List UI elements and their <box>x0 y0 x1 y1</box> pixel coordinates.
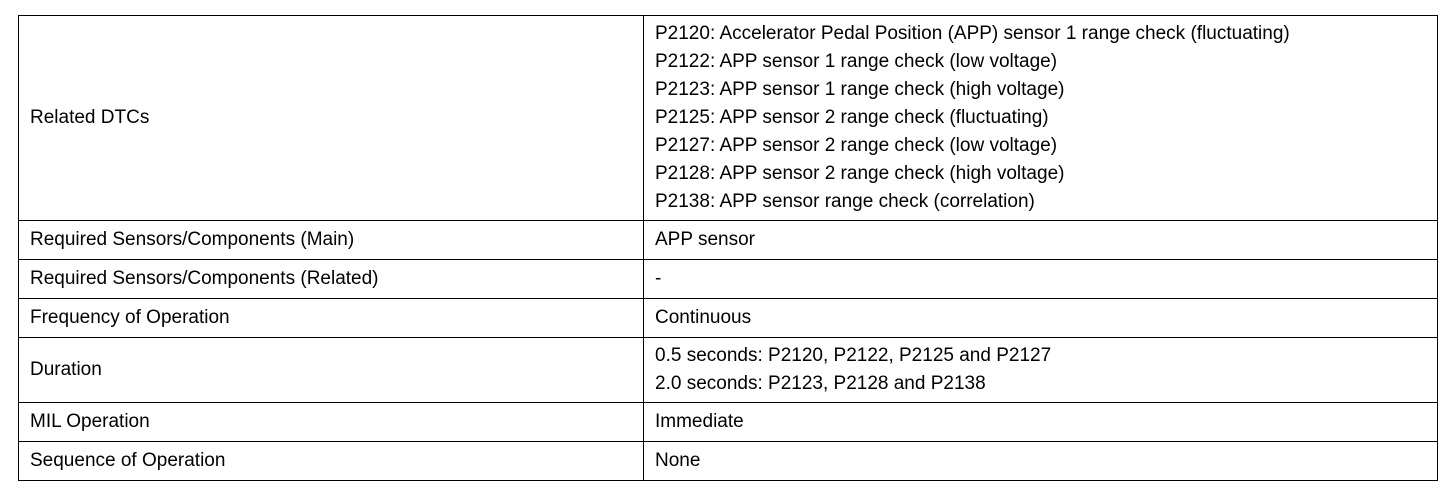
row-value <box>644 403 1438 442</box>
table-row-required-related <box>19 260 1438 299</box>
value-line: Immediate <box>655 411 744 432</box>
row-label: Sequence of Operation <box>19 442 644 481</box>
dtc-item: P2125: APP sensor 2 range check (fluctuating) <box>655 107 1049 128</box>
row-value <box>644 221 1438 260</box>
dtc-item: P2127: APP sensor 2 range check (low voltage) <box>655 135 1058 156</box>
dtc-item: P2138: APP sensor range check (correlation) <box>655 191 1035 212</box>
dtc-item: P2122: APP sensor 1 range check (low voltage) <box>655 51 1058 72</box>
value-line: APP sensor <box>655 229 755 250</box>
table-row-related-dtcs <box>19 16 1438 221</box>
value-line: 2.0 seconds: P2123, P2128 and P2138 <box>655 373 986 394</box>
row-value <box>644 260 1438 299</box>
value-line: None <box>655 450 701 471</box>
value-line: Continuous <box>655 307 752 328</box>
table-row-sequence <box>19 442 1438 481</box>
table-row-frequency <box>19 299 1438 338</box>
dtc-item: P2123: APP sensor 1 range check (high voltage) <box>655 79 1065 100</box>
row-label: Related DTCs <box>19 16 644 221</box>
monitor-spec-table <box>18 15 1438 481</box>
value-line: 0.5 seconds: P2120, P2122, P2125 and P2127 <box>655 345 1052 366</box>
row-label: Required Sensors/Components (Related) <box>19 260 644 299</box>
row-label: MIL Operation <box>19 403 644 442</box>
value-line: - <box>655 268 662 289</box>
table-row-duration <box>19 338 1438 403</box>
row-value <box>644 16 1438 221</box>
row-value <box>644 442 1438 481</box>
dtc-item: P2128: APP sensor 2 range check (high voltage) <box>655 163 1065 184</box>
row-value <box>644 299 1438 338</box>
dtc-item: P2120: Accelerator Pedal Position (APP) sensor 1 range check (fluctuating) <box>655 23 1290 44</box>
row-label: Duration <box>19 338 644 403</box>
table-row-required-main <box>19 221 1438 260</box>
table-row-mil-operation <box>19 403 1438 442</box>
row-value <box>644 338 1438 403</box>
row-label: Required Sensors/Components (Main) <box>19 221 644 260</box>
row-label: Frequency of Operation <box>19 299 644 338</box>
